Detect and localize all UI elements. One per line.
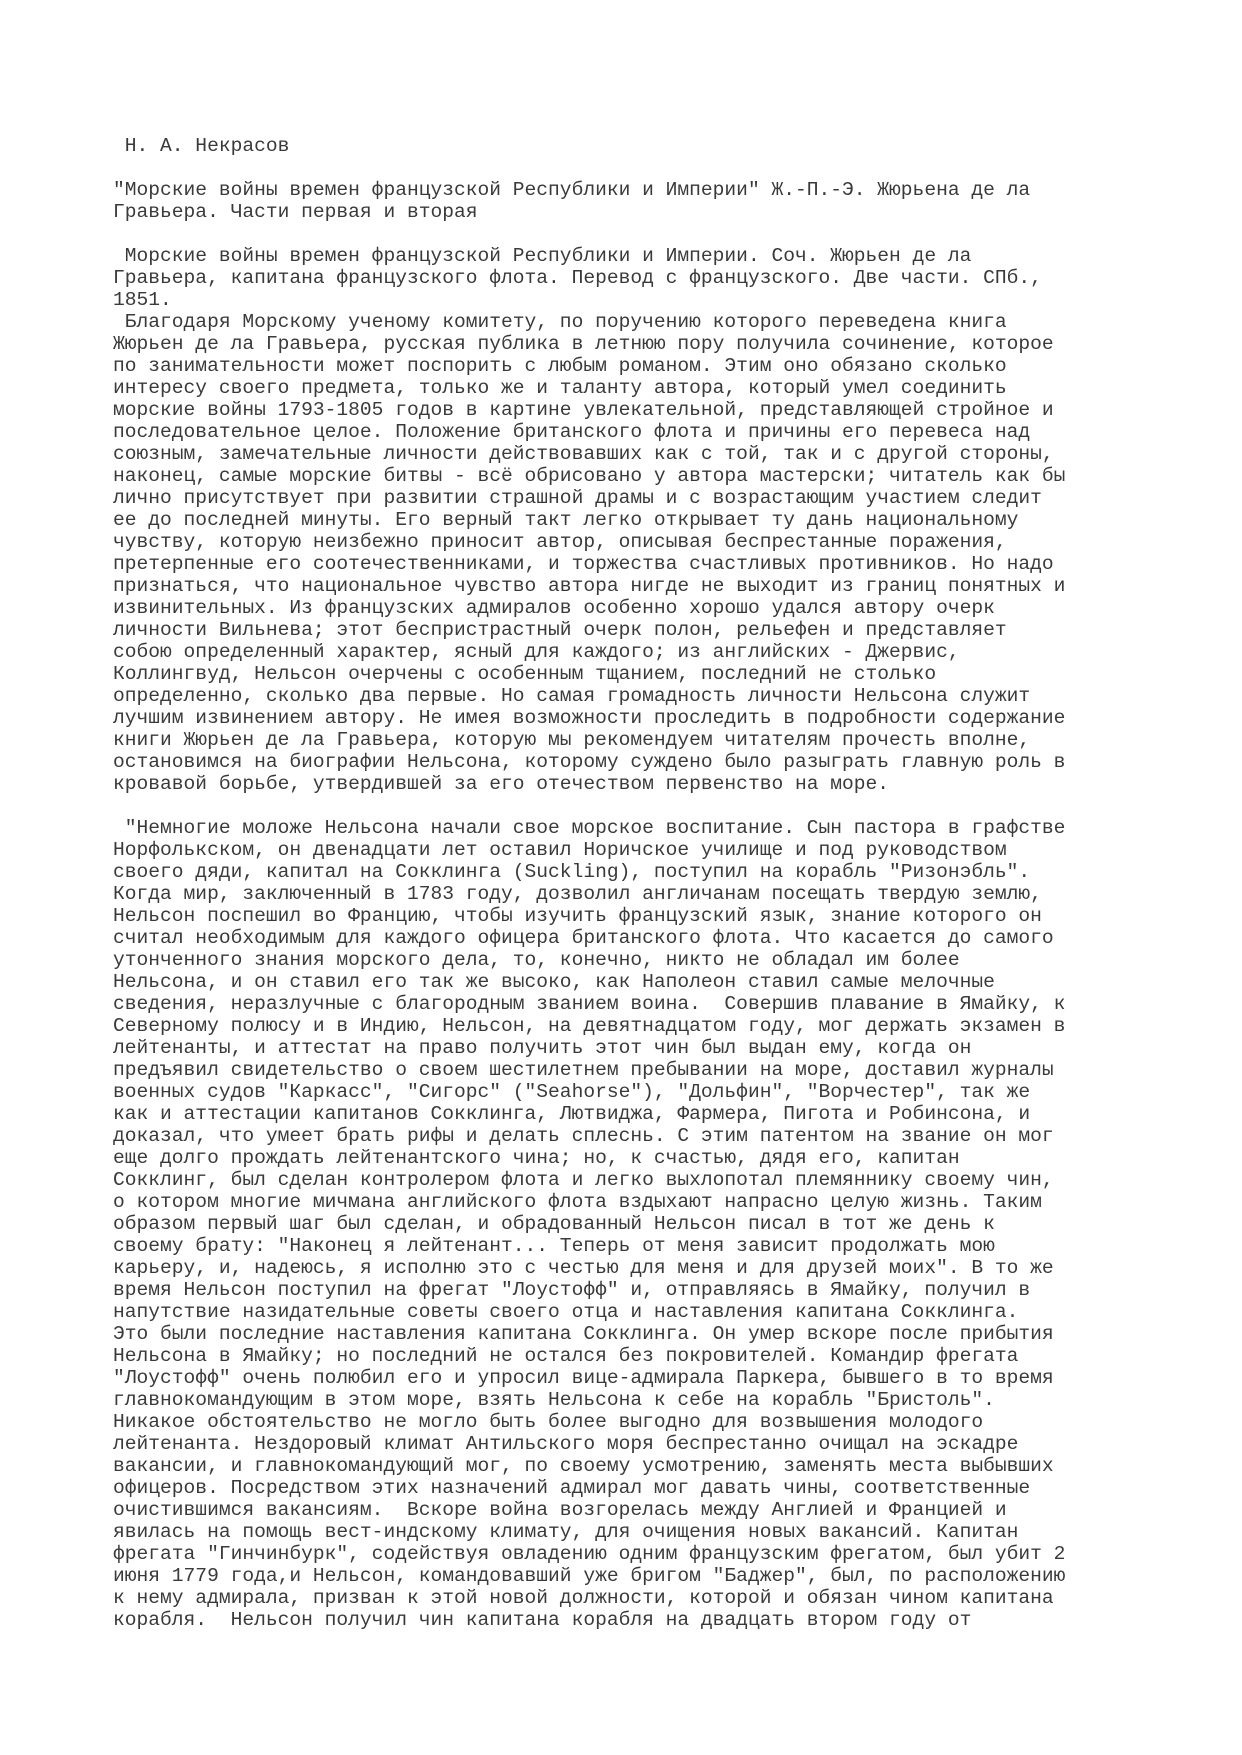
author-name: Н. А. Некрасов — [113, 135, 290, 157]
bibliographic-reference: Морские войны времен французской Республики и Империи. Соч. Жюрьен де ла Гравьера, капитана французского флота. Перевод с французского. Две части. СПб., 1851. — [113, 245, 1042, 311]
quoted-paragraph: "Немногие моложе Нельсона начали свое морское воспитание. Сын пастора в графстве Норфолькском, он двенадцати лет оставил Норичское училище и под руководством своего дяди, капитал на Сокклинга (Suckling), поступил на корабль "Ризонэбль". Когда мир, заключенный в 1783 году, дозволил англичанам посещать твердую землю, Нельсон поспешил во Францию, чтобы изучить французский язык, знание которого он считал необходимым для каждого офицера британского флота. Что касается до самого утонченного знания морского дела, то, конечно, никто не обладал им более Нельсона, и он ставил его так же высоко, как Наполеон ставил самые мелочные сведения, неразлучные с благородным званием воина. Совершив плавание в Ямайку, к Северному полюсу и в Индию, Нельсон, на девятнадцатом году, мог держать экзамен в лейтенанты, и аттестат на право получить этот чин был выдан ему, когда он предъявил свидетельство о своем шестилетнем пребывании на море, доставил журналы военных судов "Каркасс", "Сигорс" ("Seahorse"), "Дольфин", "Ворчестер", так же как и аттестации капитанов Сокклинга, Лютвиджа, Фармера, Пигота и Робинсона, и доказал, что умеет брать рифы и делать сплеснь. С этим патентом на звание он мог еще долго прождать лейтенантского чина; но, к счастью, дядя его, капитан Сокклинг, был сделан контролером флота и легко выхлопотал племяннику своему чин, о котором многие мичмана английского флота вздыхают напрасно целую жизнь. Таким образом первый шаг был сделан, и обрадованный Нельсон писал в тот же день к своему брату: "Наконец я лейтенант... Теперь от меня зависит продолжать мою карьеру, и, надеюсь, я исполню это с честью для меня и для друзей моих". В то же время Нельсон поступил на фрегат "Лоустофф" и, отправляясь в Ямайку, получил в напутствие назидательные советы своего отца и наставления капитана Сокклинга. Это были последние наставления капитана Сокклинга. Он умер вскоре после прибытия Нельсона в Ямайку; но последний не остался без покровителей. Командир фрегата "Лоустофф" очень полюбил его и упросил вице-адмирала Паркера, бывшего в то время главнокомандующим в этом море, взять Нельсона к себе на корабль "Бристоль". Никакое обстоятельство не могло быть более выгодно для возвышения молодого лейтенанта. Нездоровый климат Антильского моря беспрестанно очищал на эскадре вакансии, и главнокомандующий мог, по своему усмотрению, заменять места выбывших офицеров. Посредством этих назначений адмирал мог давать чины, соответственные очистившимся вакансиям. Вскоре война возгорелась между Англией и Францией и явилась на помощь вест-индскому климату, для очищения новых вакансий. Капитан фрегата "Гинчинбурк", содействуя овладению одним французским фрегатом, был убит 2 июня 1779 года,и Нельсон, командовавший уже бригом "Баджер", был, по расположению к нему адмирала, призван к этой новой должности, которой и обязан чином капитана корабля. Нельсон получил чин капитана корабля на двадцать втором году от — [113, 817, 1066, 1631]
review-paragraph: Благодаря Морскому ученому комитету, по поручению которого переведена книга Жюрьен де ла Гравьера, русская публика в летнюю пору получила сочинение, которое по занимательности может поспорить с любым романом. Этим оно обязано сколько интересу своего предмета, только же и таланту автора, который умел соединить морские войны 1793-1805 годов в картине увлекательной, представляющей стройное и последовательное целое. Положение британского флота и причины его перевеса над союзным, замечательные личности действовавших как с той, так и с другой стороны, наконец, самые морские битвы - всё обрисовано у автора мастерски; читатель как бы лично присутствует при развитии страшной драмы и с возрастающим участием следит ее до последней минуты. Его верный такт легко открывает ту дань национальному чувству, которую неизбежно приносит автор, описывая беспрестанные поражения, претерпенные его соотечественниками, и торжества счастливых противников. Но надо признаться, что национальное чувство автора нигде не выходит из границ понятных и извинительных. Из французских адмиралов особенно хорошо удался автору очерк личности Вильнева; этот беспристрастный очерк полон, рельефен и представляет собою определенный характер, ясный для каждого; из английских - Джервис, Коллингвуд, Нельсон очерчены с особенным тщанием, последний не столько определенно, сколько два первые. Но самая громадность личности Нельсона служит лучшим извинением автору. Не имея возможности проследить в подробности содержание книги Жюрьен де ла Гравьера, которую мы рекомендуем читателям прочесть вполне, остановимся на биографии Нельсона, которому суждено было разыграть главную роль в кровавой борьбе, утвердившей за его отечеством первенство на море. — [113, 311, 1066, 795]
document-page — [113, 135, 1133, 1631]
article-title: "Морские войны времен французской Республики и Империи" Ж.-П.-Э. Жюрьена де ла Гравьера. Части первая и вторая — [113, 179, 1031, 223]
